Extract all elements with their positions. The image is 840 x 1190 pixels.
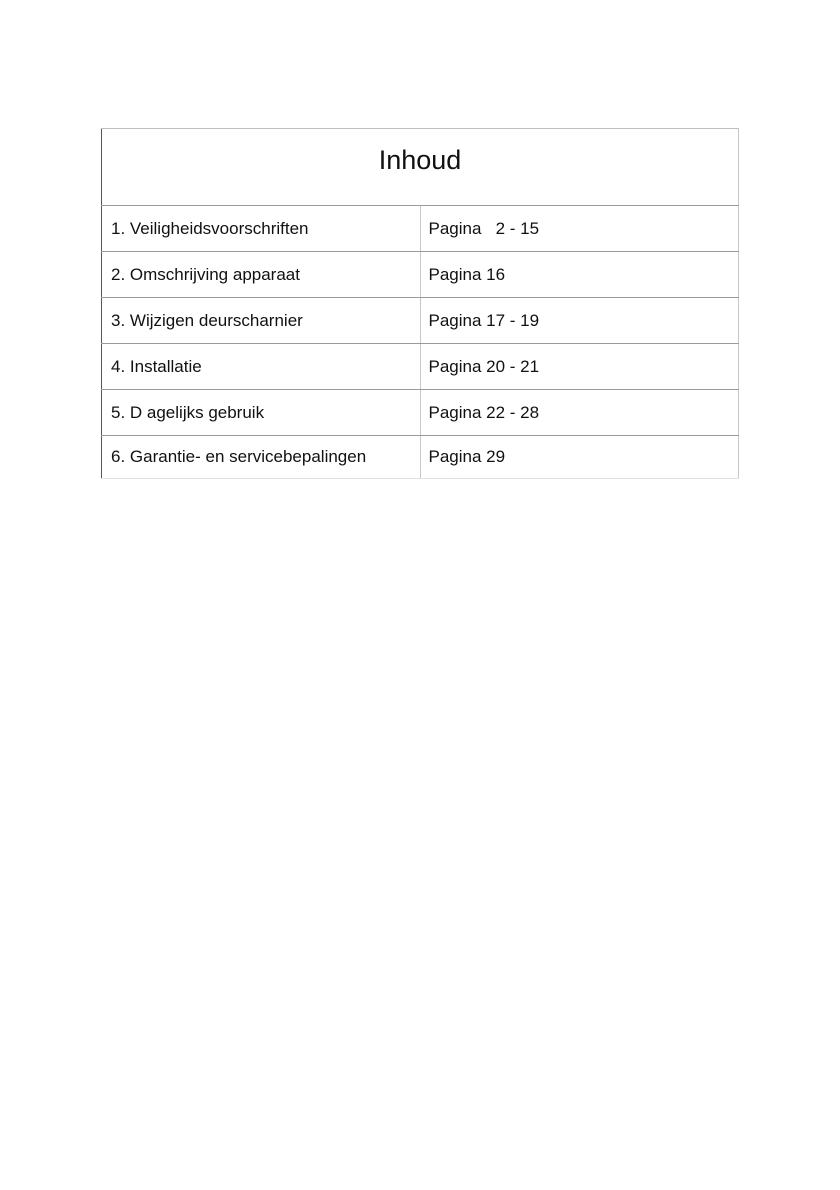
toc-row (102, 252, 739, 298)
toc-section-title: 3. Wijzigen deurscharnier (102, 298, 421, 344)
toc-row (102, 206, 739, 252)
toc-section-title: 6. Garantie- en servicebepalingen (102, 436, 421, 479)
toc-title: Inhoud (102, 129, 739, 206)
toc-row (102, 344, 739, 390)
toc-section-title: 5. D agelijks gebruik (102, 390, 421, 436)
toc-section-title: 4. Installatie (102, 344, 421, 390)
toc-page-range: Pagina 29 (420, 436, 739, 479)
toc-section-title: 2. Omschrijving apparaat (102, 252, 421, 298)
toc-header-row (102, 129, 739, 206)
toc-section-title: 1. Veiligheidsvoorschriften (102, 206, 421, 252)
toc-page-range: Pagina 2 - 15 (420, 206, 739, 252)
toc-row (102, 436, 739, 479)
table-of-contents (101, 128, 739, 479)
toc-page-range: Pagina 22 - 28 (420, 390, 739, 436)
toc-page-range: Pagina 17 - 19 (420, 298, 739, 344)
toc-page-range: Pagina 20 - 21 (420, 344, 739, 390)
toc-row (102, 298, 739, 344)
toc-page-range: Pagina 16 (420, 252, 739, 298)
toc-row (102, 390, 739, 436)
